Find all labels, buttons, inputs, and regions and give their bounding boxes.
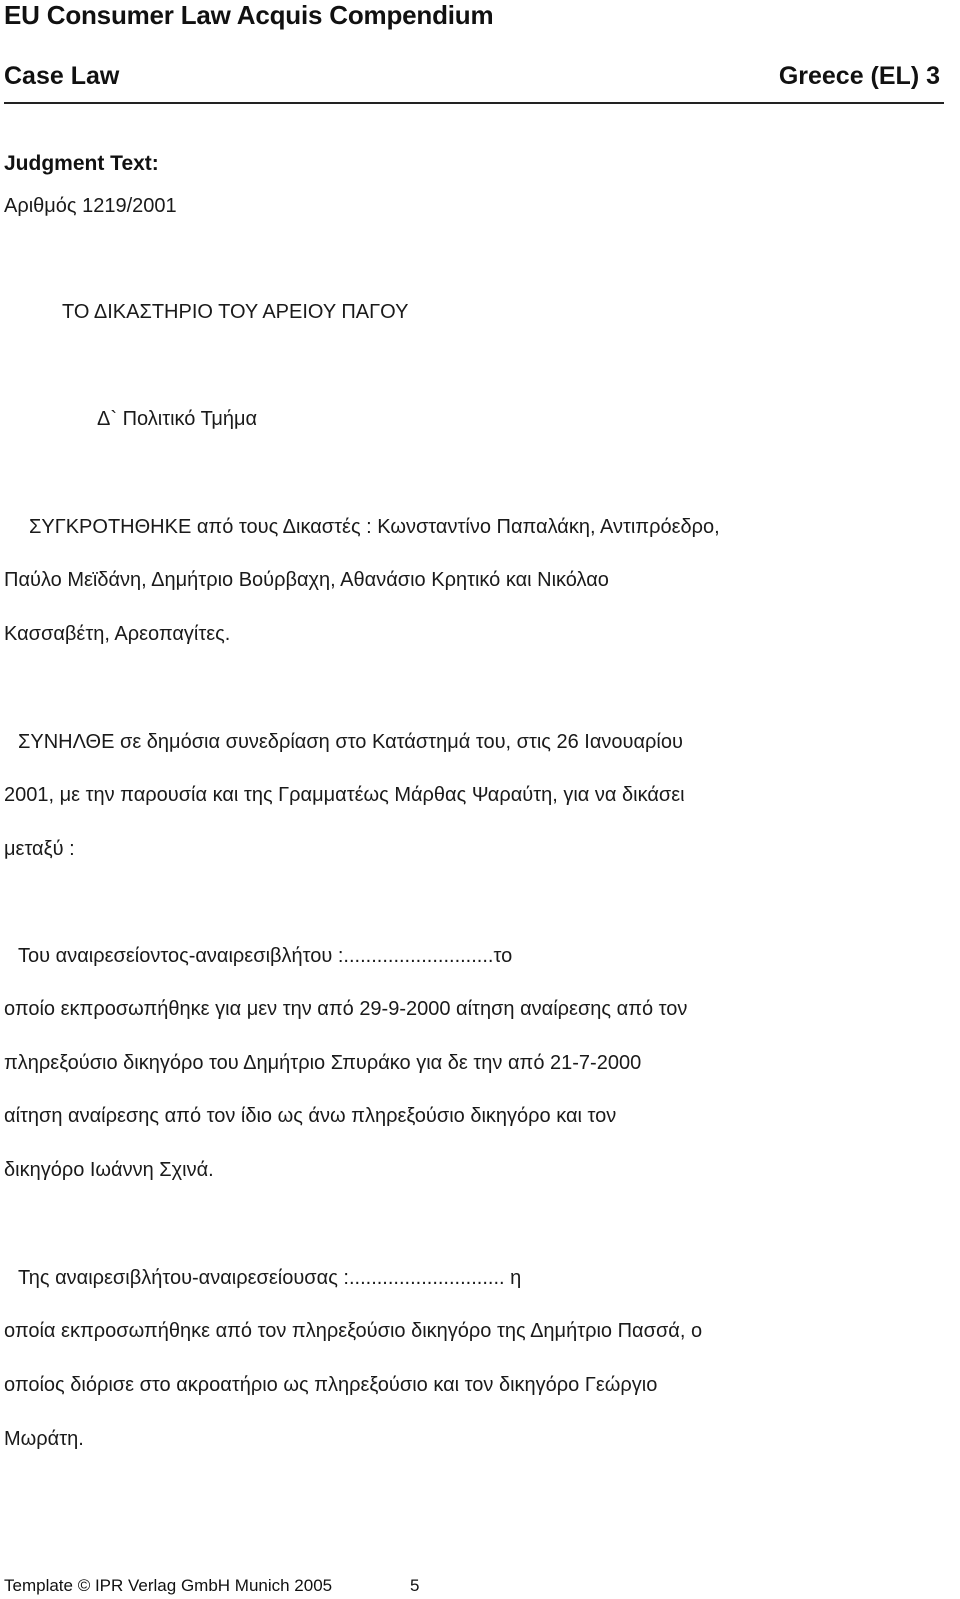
- footer-copyright: Template © IPR Verlag GmbH Munich 2005: [4, 1576, 333, 1595]
- court-name: ΤΟ ΔΙΚΑΣΤΗΡΙΟ ΤΟΥ ΑΡΕΙΟΥ ΠΑΓΟΥ: [62, 301, 409, 323]
- document-title: EU Consumer Law Acquis Compendium: [4, 0, 494, 30]
- party-two-line: Μωράτη.: [4, 1428, 84, 1450]
- party-one-line: Του αναιρεσείοντος-αναιρεσιβλήτου :...........................το: [18, 945, 513, 967]
- party-one-line: οποίο εκπροσωπήθηκε για μεν την από 29-9-2000 αίτηση αναίρεσης από τον: [4, 998, 688, 1020]
- composition-line: ΣΥΓΚΡΟΤΗΘΗΚΕ από τους Δικαστές : Κωνσταντίνο Παπαλάκη, Αντιπρόεδρο,: [29, 516, 720, 538]
- composition-line: Παύλο Μεϊδάνη, Δημήτριο Βούρβαχη, Αθανάσιο Κρητικό και Νικόλαο: [4, 569, 609, 591]
- case-number: Αριθμός 1219/2001: [4, 195, 177, 217]
- section-title: Case Law: [4, 62, 120, 90]
- page-number: 5: [410, 1576, 420, 1595]
- party-two-line: οποίος διόρισε στο ακροατήριο ως πληρεξούσιο και τον δικηγόρο Γεώργιο: [4, 1374, 658, 1396]
- judgment-label: Judgment Text:: [4, 152, 159, 175]
- party-two-line: οποία εκπροσωπήθηκε από τον πληρεξούσιο δικηγόρο της Δημήτριο Πασσά, ο: [4, 1320, 703, 1342]
- session-line: 2001, με την παρουσία και της Γραμματέως Μάρθας Ψαραύτη, για να δικάσει: [4, 784, 685, 806]
- party-one-line: αίτηση αναίρεσης από τον ίδιο ως άνω πληρεξούσιο δικηγόρο και τον: [4, 1105, 617, 1127]
- composition-line: Κασσαβέτη, Αρεοπαγίτες.: [4, 623, 231, 645]
- party-one-line: πληρεξούσιο δικηγόρο του Δημήτριο Σπυράκο για δε την από 21-7-2000: [4, 1052, 642, 1074]
- party-two-line: Της αναιρεσιβλήτου-αναιρεσείουσας :............................ η: [18, 1267, 522, 1289]
- court-chamber: Δ` Πολιτικό Τμήμα: [97, 408, 258, 430]
- header-divider: [4, 102, 944, 104]
- section-country-label: Greece (EL) 3: [778, 62, 940, 90]
- session-line: μεταξύ :: [4, 838, 75, 860]
- session-line: ΣΥΝΗΛΘΕ σε δημόσια συνεδρίαση στο Κατάστημά του, στις 26 Ιανουαρίου: [18, 731, 683, 753]
- party-one-line: δικηγόρο Ιωάννη Σχινά.: [4, 1159, 214, 1181]
